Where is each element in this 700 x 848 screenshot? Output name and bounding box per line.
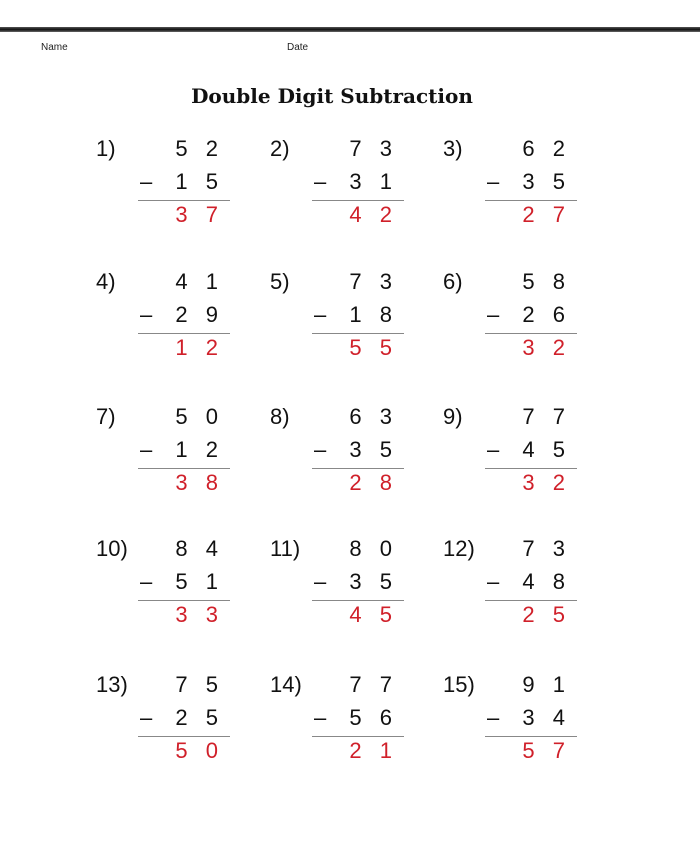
minuend: 7 7 [349,672,398,697]
problem-label: 13) [96,672,128,697]
problem-7 [96,404,224,514]
minus-sign: – [314,705,327,730]
minuend: 6 2 [522,136,571,161]
problem-label: 10) [96,536,128,561]
subtrahend: 1 5 [175,169,224,194]
minuend: 8 0 [349,536,398,561]
subtrahend: 3 5 [522,169,571,194]
answer-line [312,200,404,201]
subtrahend: 1 2 [175,437,224,462]
minus-sign: – [140,302,153,327]
answer: 4 5 [349,602,398,627]
answer: 4 2 [349,202,398,227]
minus-sign: – [140,437,153,462]
problem-12 [443,536,571,646]
problem-label: 4) [96,269,116,294]
minus-sign: – [314,437,327,462]
minus-sign: – [140,169,153,194]
minuend: 5 8 [522,269,571,294]
answer: 5 0 [175,738,224,763]
answer-line [312,333,404,334]
subtrahend: 3 1 [349,169,398,194]
problem-label: 7) [96,404,116,429]
minuend: 7 3 [522,536,571,561]
problem-label: 11) [270,536,301,561]
subtrahend: 5 6 [349,705,398,730]
answer-line [485,200,577,201]
answer: 2 7 [522,202,571,227]
problem-9 [443,404,571,514]
problem-label: 6) [443,269,463,294]
subtrahend: 2 6 [522,302,571,327]
answer-line [138,736,230,737]
minuend: 5 2 [175,136,224,161]
answer: 3 3 [175,602,224,627]
subtrahend: 3 4 [522,705,571,730]
answer-line [138,200,230,201]
problem-15 [443,672,571,782]
name-label: Name [41,42,68,53]
minus-sign: – [487,302,500,327]
subtrahend: 5 1 [175,569,224,594]
minus-sign: – [140,705,153,730]
answer: 2 1 [349,738,398,763]
answer: 2 8 [349,470,398,495]
problem-label: 12) [443,536,475,561]
answer-line [138,468,230,469]
minus-sign: – [140,569,153,594]
problem-14 [270,672,398,782]
problem-label: 5) [270,269,290,294]
problem-label: 2) [270,136,290,161]
answer: 2 5 [522,602,571,627]
answer: 5 5 [349,335,398,360]
answer: 5 7 [522,738,571,763]
top-border [0,27,700,32]
minuend: 7 3 [349,269,398,294]
problem-label: 8) [270,404,290,429]
subtrahend: 4 5 [522,437,571,462]
problem-5 [270,269,398,379]
problem-4 [96,269,224,379]
minus-sign: – [314,169,327,194]
problem-3 [443,136,571,246]
minuend: 4 1 [175,269,224,294]
subtrahend: 4 8 [522,569,571,594]
answer: 3 2 [522,470,571,495]
problem-11 [270,536,398,646]
subtrahend: 3 5 [349,437,398,462]
answer-line [312,736,404,737]
subtrahend: 2 5 [175,705,224,730]
problem-label: 15) [443,672,475,697]
problem-13 [96,672,224,782]
problem-label: 14) [270,672,302,697]
minus-sign: – [487,437,500,462]
answer-line [485,736,577,737]
problem-label: 1) [96,136,116,161]
subtrahend: 3 5 [349,569,398,594]
subtrahend: 1 8 [349,302,398,327]
answer: 3 2 [522,335,571,360]
worksheet-title: Double Digit Subtraction [191,84,473,108]
minus-sign: – [487,169,500,194]
minus-sign: – [487,569,500,594]
answer-line [312,468,404,469]
minuend: 9 1 [522,672,571,697]
minus-sign: – [314,569,327,594]
problem-label: 9) [443,404,463,429]
minus-sign: – [314,302,327,327]
answer-line [138,600,230,601]
answer-line [485,600,577,601]
answer: 3 7 [175,202,224,227]
minuend: 5 0 [175,404,224,429]
problem-10 [96,536,224,646]
answer-line [485,333,577,334]
date-label: Date [287,42,309,53]
answer-line [312,600,404,601]
minus-sign: – [487,705,500,730]
minuend: 8 4 [175,536,224,561]
problem-2 [270,136,398,246]
problem-1 [96,136,224,246]
problem-8 [270,404,398,514]
problem-6 [443,269,571,379]
problem-label: 3) [443,136,463,161]
answer: 3 8 [175,470,224,495]
minuend: 7 3 [349,136,398,161]
answer: 1 2 [175,335,224,360]
answer-line [138,333,230,334]
minuend: 7 7 [522,404,571,429]
subtrahend: 2 9 [175,302,224,327]
minuend: 6 3 [349,404,398,429]
answer-line [485,468,577,469]
minuend: 7 5 [175,672,224,697]
